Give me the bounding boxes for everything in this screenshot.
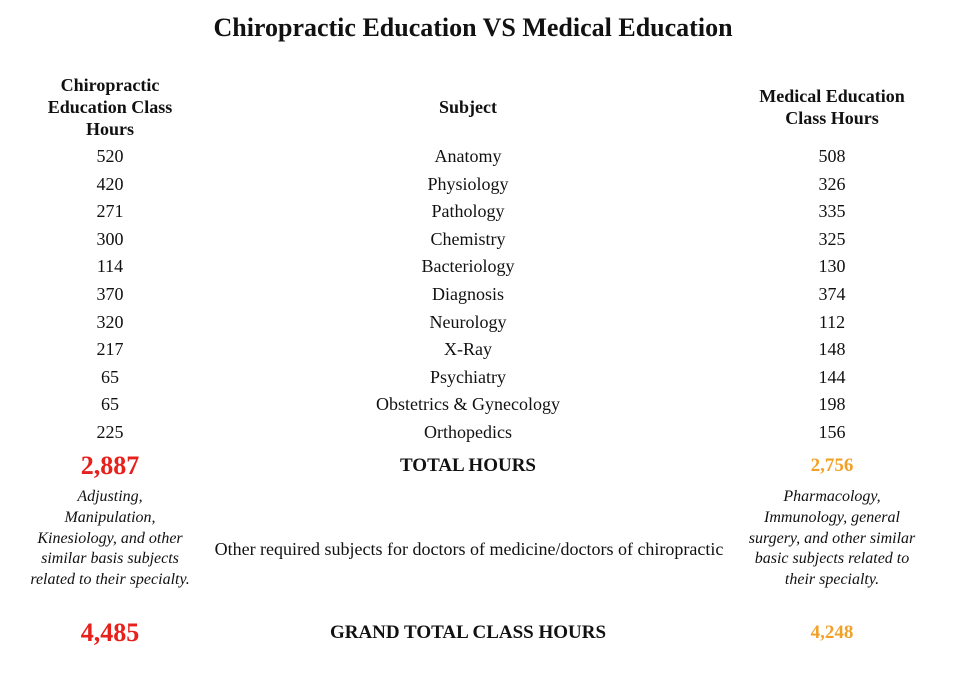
- medical-hours: 148: [818, 339, 846, 360]
- medical-total-hours: 2,756: [810, 455, 854, 476]
- medical-hours: 156: [818, 421, 846, 442]
- subject-table: [0, 143, 960, 447]
- table-row: [0, 336, 960, 364]
- subject-name: Physiology: [427, 173, 509, 194]
- chiro-hours: 65: [101, 366, 119, 387]
- table-row: [0, 391, 960, 419]
- chiro-hours: 114: [96, 256, 124, 277]
- chiro-hours: 65: [101, 394, 119, 415]
- table-row: [0, 198, 960, 226]
- subject-name: Neurology: [429, 311, 507, 332]
- medical-hours: 144: [818, 366, 846, 387]
- table-row: [0, 171, 960, 199]
- chiro-hours: 320: [96, 311, 124, 332]
- grand-total-label: GRAND TOTAL CLASS HOURS: [329, 622, 607, 643]
- subject-name: Obstetrics & Gynecology: [376, 394, 560, 415]
- grand-total-row: [0, 617, 960, 649]
- table-row: [0, 419, 960, 447]
- subject-name: X-Ray: [444, 339, 492, 360]
- header-medical-hours: Medical Education Class Hours: [759, 86, 905, 128]
- medical-other-subjects: Pharmacology, Immunology, general surgery, and other similar basic subjects related to their specialty.: [748, 488, 916, 589]
- subject-name: Bacteriology: [421, 256, 515, 277]
- total-hours-row: [0, 450, 960, 482]
- chiro-hours: 420: [96, 173, 124, 194]
- medical-hours: 335: [818, 201, 846, 222]
- chiro-hours: 271: [96, 201, 124, 222]
- header-chiropractic-hours: Chiropractic Education Class Hours: [47, 75, 173, 139]
- subject-name: Anatomy: [434, 146, 502, 166]
- subject-name: Diagnosis: [432, 283, 504, 304]
- subject-name: Psychiatry: [430, 366, 506, 387]
- subject-name: Orthopedics: [424, 421, 512, 442]
- total-hours-label: TOTAL HOURS: [399, 455, 537, 476]
- table-row: [0, 281, 960, 309]
- chiro-hours: 300: [96, 228, 124, 249]
- medical-hours: 130: [818, 256, 846, 277]
- medical-hours: 112: [818, 311, 846, 332]
- medical-hours: 325: [818, 228, 846, 249]
- table-row: [0, 253, 960, 281]
- table-row: [0, 364, 960, 392]
- chiro-grand-total: 4,485: [80, 618, 140, 647]
- chiro-other-subjects: Adjusting, Manipulation, Kinesiology, and other similar basis subjects related to their specialty.: [30, 488, 190, 589]
- table-row: [0, 226, 960, 254]
- subject-name: Pathology: [431, 201, 505, 222]
- table-row: [0, 309, 960, 337]
- medical-grand-total: 4,248: [810, 622, 854, 643]
- chiro-hours: 520: [96, 146, 124, 166]
- chiro-hours: 225: [96, 421, 124, 442]
- page-title: Chiropractic Education VS Medical Education: [213, 13, 733, 42]
- table-row: [0, 143, 960, 171]
- medical-hours: 198: [818, 394, 846, 415]
- other-required-subjects-label: Other required subjects for doctors of medicine/doctors of chiropractic: [214, 539, 724, 559]
- medical-hours: 374: [818, 283, 846, 304]
- chiro-hours: 217: [96, 339, 124, 360]
- medical-hours: 326: [818, 173, 846, 194]
- medical-hours: 508: [818, 146, 846, 166]
- header-subject: Subject: [439, 97, 497, 117]
- chiro-hours: 370: [96, 283, 124, 304]
- subject-name: Chemistry: [430, 228, 506, 249]
- chiro-total-hours: 2,887: [80, 451, 140, 480]
